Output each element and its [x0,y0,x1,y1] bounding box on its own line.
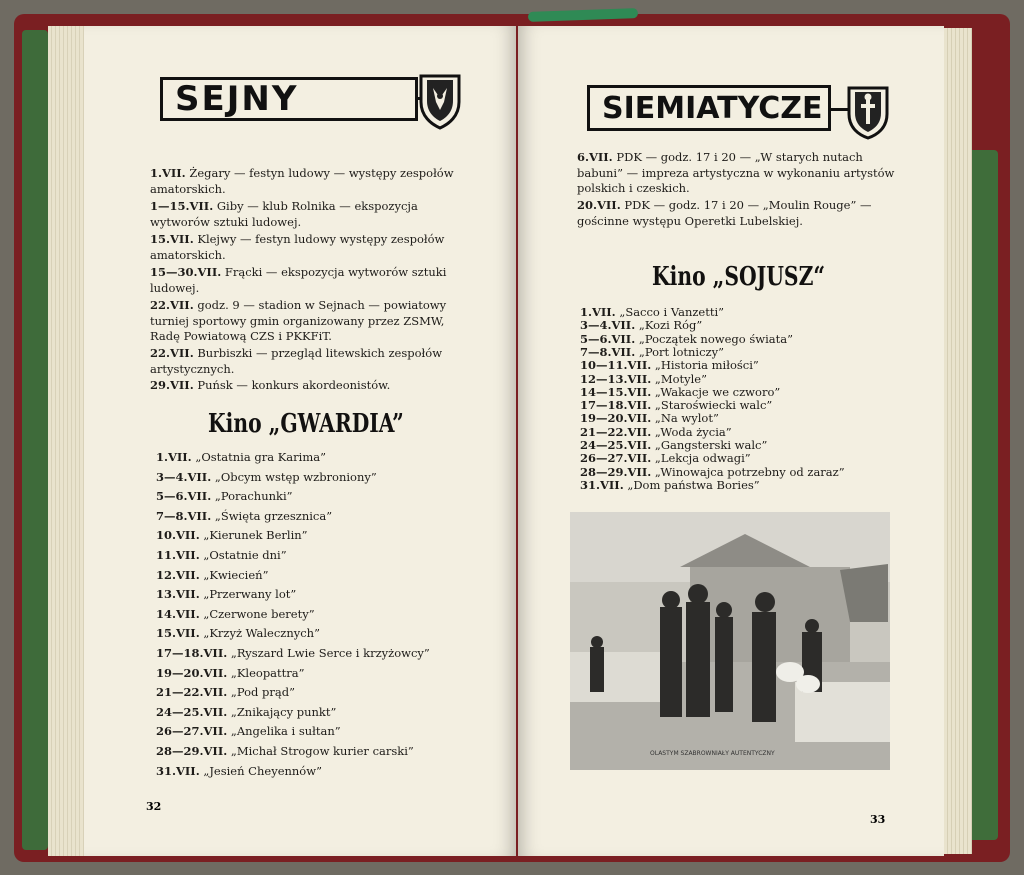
right-header-text: SIEMIATYCZE [602,90,823,126]
left-cinema-title: Kino „GWARDIA” [208,409,404,439]
film-entry [156,724,341,739]
film-date: 17—18.VII. [580,398,652,413]
film-date: 21—22.VII. [156,685,228,700]
film-date: 3—4.VII. [156,469,212,484]
film-date: 21—22.VII. [580,424,652,439]
event-date: 29.VII. [150,378,194,392]
film-entry [156,528,308,543]
film-title: „Początek nowego świata” [635,331,793,346]
film-date: 26—27.VII. [580,451,652,466]
film-title: „Ostatnia gra Karima” [191,450,326,464]
film-title: „Staroświecki walc” [651,398,773,413]
film-title: „Michał Strogow kurier carski” [227,744,414,758]
film-date: 12—13.VII. [580,371,652,386]
film-entry [156,548,287,563]
film-date: 31.VII. [580,477,624,492]
film-date: 26—27.VII. [156,724,228,739]
film-date: 12.VII. [156,567,200,582]
event-date: 20.VII. [577,198,621,212]
page-edges-left [48,26,88,856]
film-date: 11.VII. [156,548,200,562]
film-entry [156,489,293,504]
film-entry [156,685,295,700]
film-date: 24—25.VII. [580,438,652,452]
film-date: 7—8.VII. [580,344,636,359]
band-photo [570,512,890,770]
film-title: „Obcym wstęp wzbroniony” [211,469,377,484]
event-entry [150,346,470,377]
film-title: „Lekcja odwagi” [651,451,751,466]
film-date: 14—15.VII. [580,384,652,399]
event-text: PDK — godz. 17 i 20 — „W starych nutach babuni” — impreza artystyczna w wykonaniu artystów polskich i czeskich. [577,150,895,195]
band-photo-image [570,512,890,770]
event-text: Giby — klub Rolnika — ekspozycja wytworów sztuki ludowej. [150,199,418,229]
film-title: „Woda życia” [651,424,732,439]
film-title: „Wakacje we czworo” [651,384,781,399]
film-title: „Kierunek Berlin” [199,528,308,543]
right-page-number: 33 [870,813,886,826]
event-entry [150,166,470,197]
film-date: 14.VII. [156,606,200,621]
film-title: „Krzyż Walecznych” [199,626,320,641]
film-title: „Sacco i Vanzetti” [615,305,725,319]
film-title: „Gangsterski walc” [651,438,768,452]
film-date: 10—11.VII. [580,358,652,373]
film-date: 19—20.VII. [580,411,652,426]
film-entry [156,646,430,661]
film-date: 13.VII. [156,587,200,602]
event-text: Klejwy — festyn ludowy występy zespołów amatorskich. [150,232,445,262]
film-date: 28—29.VII. [580,464,652,479]
event-date: 22.VII. [150,298,194,312]
film-date: 1.VII. [156,450,192,464]
event-text: Puńsk — konkurs akordeonistów. [193,378,391,392]
film-title: „Port lotniczy” [635,344,724,359]
film-title: „Pod prąd” [227,685,295,700]
film-title: „Na wylot” [651,411,719,426]
film-title: „Znikający punkt” [227,704,337,719]
film-entry [156,470,377,485]
event-text: Frącki — ekspozycja wytworów sztuki ludowej. [150,265,447,295]
film-title: „Jesień Cheyennów” [199,763,322,778]
event-entry [150,232,470,263]
film-date: 17—18.VII. [156,646,228,660]
event-text: godz. 9 — stadion w Sejnach — powiatowy turniej sportowy gmin organizowany przez ZSMW, Radę Powiatową CZS i PKKFiT. [150,298,447,343]
event-entry [150,378,470,394]
film-title: „Historia miłości” [651,358,759,373]
film-title: „Kleopattra” [227,665,305,680]
event-text: Burbiszki — przegląd litewskich zespołów artystycznych. [150,346,443,376]
event-text: PDK — godz. 17 i 20 — „Moulin Rouge” — gościnne występu Operetki Lubelskiej. [577,198,872,228]
page-edges-right [940,28,972,854]
film-entry [156,764,322,779]
film-title: „Motyle” [651,371,707,386]
film-title: „Dom państwa Bories” [623,477,760,492]
heraldic-shield-deer-icon [418,72,462,130]
film-title: „Angelika i sułtan” [227,724,341,739]
event-date: 15—30.VII. [150,265,222,279]
film-entry [156,666,305,681]
film-date: 5—6.VII. [580,331,636,346]
film-title: „Ryszard Lwie Serce i krzyżowcy” [227,646,430,660]
event-date: 22.VII. [150,346,194,360]
film-title: „Czerwone berety” [199,606,315,621]
left-page-number: 32 [146,800,162,813]
event-entry [150,199,470,230]
film-date: 1.VII. [580,305,616,319]
left-page-header [160,77,418,121]
film-entry [156,705,336,720]
heraldic-shield-cross-icon [846,84,890,140]
film-title: „Święta grzesznica” [211,508,333,523]
film-date: 7—8.VII. [156,508,212,523]
film-title: „Winowajca potrzebny od zaraz” [651,464,845,479]
film-date: 24—25.VII. [156,704,228,719]
photo-caption: OLASTYM SZABROWNIAŁY AUTENTYCZNY [650,750,775,757]
film-entry [156,587,296,602]
cover-green-band-left [22,30,48,850]
event-entry [150,298,470,345]
film-entry [156,450,326,465]
film-date: 3—4.VII. [580,318,636,333]
film-entry [580,478,760,493]
film-date: 31.VII. [156,763,200,778]
film-title: „Porachunki” [211,489,293,504]
event-entry [577,198,897,229]
film-entry [156,744,414,759]
film-date: 10.VII. [156,528,200,543]
event-entry [577,150,897,197]
film-date: 28—29.VII. [156,744,228,758]
event-date: 1.VII. [150,166,186,180]
film-date: 19—20.VII. [156,665,228,680]
left-header-text: SEJNY [175,79,299,119]
film-title: „Przerwany lot” [199,587,297,602]
film-title: „Ostatnie dni” [199,548,287,562]
film-date: 5—6.VII. [156,489,212,504]
event-entry [150,265,470,296]
film-entry [156,509,332,524]
film-date: 15.VII. [156,626,200,641]
film-title: „Kozi Róg” [635,318,703,333]
event-date: 1—15.VII. [150,199,214,213]
film-entry [156,607,315,622]
cover-green-band-right [968,150,998,840]
film-entry [156,568,268,583]
film-entry [156,626,320,641]
right-cinema-title: Kino „SOJUSZ“ [652,262,826,292]
film-title: „Kwiecień” [199,567,269,582]
right-page-header [587,85,831,131]
event-date: 15.VII. [150,232,194,246]
event-date: 6.VII. [577,150,613,164]
event-text: Żegary — festyn ludowy — występy zespołów amatorskich. [150,166,454,196]
